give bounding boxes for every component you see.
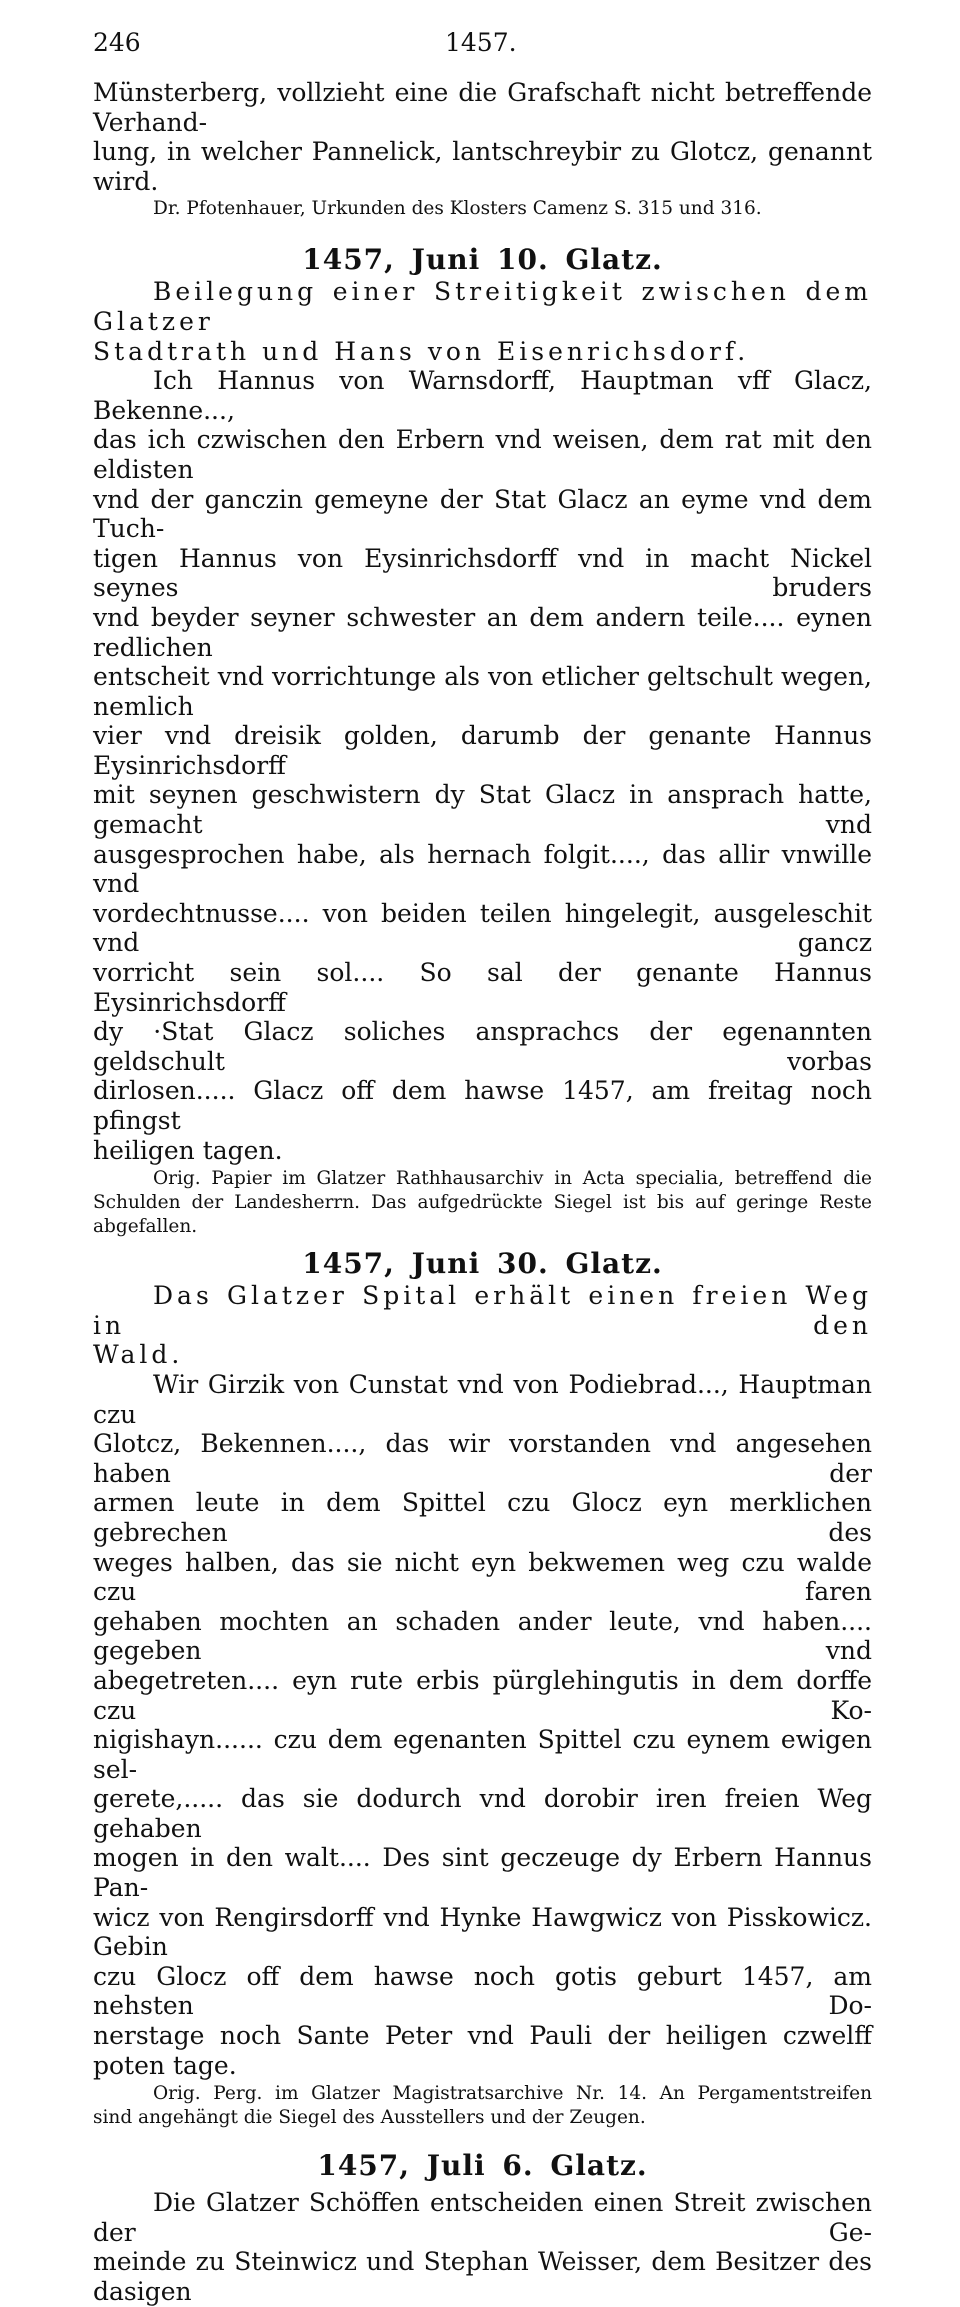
text-line: dy ·Stat Glacz soliches ansprachcs der egenannten geldschult vorbas <box>93 1017 872 1076</box>
entry-summary: Wald. <box>93 1340 184 1370</box>
text-line: ausgesprochen habe, als hernach folgit...., das allir vnwille vnd <box>93 839 872 899</box>
text-line: entscheit vnd vorrichtunge als von etlicher geltschult wegen, nemlich <box>93 662 872 721</box>
source-note: Dr. Pfotenhauer, Urkunden des Klosters Camenz S. 315 und 316. <box>153 198 762 220</box>
entry-summary: Stadtrath und Hans von Eisenrichsdorf. <box>93 336 750 366</box>
text-line: tigen Hannus von Eysinrichsdorff vnd in macht Nickel seynes bruders <box>93 543 872 603</box>
source-note: abgefallen. <box>93 1216 198 1238</box>
intro-continuation <box>93 78 872 221</box>
text-line: Ich Hannus von Warnsdorff, Hauptman vff Glacz, Bekenne..., <box>93 366 872 425</box>
source-note: Orig. Perg. im Glatzer Magistratsarchive Nr. 14. An Pergamentstreifen <box>153 2083 872 2105</box>
entry-1457-juni-10 <box>93 243 872 1239</box>
text-line: vorricht sein sol.... So sal der genante Hannus Eysinrichsdorff <box>93 958 872 1017</box>
text-line: vnd der ganczin gemeyne der Stat Glacz an eyme vnd dem Tuch- <box>93 484 872 544</box>
text-line: Glotcz, Bekennen...., das wir vorstanden vnd angesehen haben der <box>93 1429 872 1488</box>
text-line: Die Glatzer Schöffen entscheiden einen Streit zwischen der Ge- <box>93 2188 872 2247</box>
text-line: czu Glocz off dem hawse noch gotis geburt 1457, am nehsten Do- <box>93 1961 872 2021</box>
text-line: weges halben, das sie nicht eyn bekwemen weg czu walde czu faren <box>93 1547 872 1607</box>
text-line: nerstage noch Sante Peter vnd Pauli der heiligen czwelff poten tage. <box>93 2021 872 2080</box>
text-line: dirlosen..... Glacz off dem hawse 1457, am freitag noch pfingst <box>93 1076 872 1135</box>
entry-summary: Das Glatzer Spital erhält einen freien Weg in den <box>93 1281 872 1340</box>
text-line: mit seynen geschwistern dy Stat Glacz in ansprach hatte, gemacht vnd <box>93 780 872 840</box>
source-note: sind angehängt die Siegel des Ausstellers und der Zeugen. <box>93 2107 646 2129</box>
text-line: vordechtnusse.... von beiden teilen hingelegit, ausgeleschit vnd gancz <box>93 898 872 958</box>
page-number: 246 <box>93 28 141 57</box>
text-line: armen leute in dem Spittel czu Glocz eyn merklichen gebrechen des <box>93 1488 872 1547</box>
text-line: abegetreten.... eyn rute erbis pürglehingutis in dem dorffe czu Ko- <box>93 1665 872 1725</box>
text-line: gerete,..... das sie dodurch vnd dorobir iren freien Weg gehaben <box>93 1784 872 1843</box>
text-line: heiligen tagen. <box>93 1135 283 1165</box>
text-line: meinde zu Steinwicz und Stephan Weisser, dem Besitzer des dasigen <box>93 2247 872 2306</box>
entry-heading: 1457, Juli 6. Glatz. <box>317 2149 648 2183</box>
text-line: nigishayn...... czu dem egenanten Spittel czu eynem ewigen sel- <box>93 1725 872 1784</box>
text-line: gehaben mochten an schaden ander leute, vnd haben.... gegeben vnd <box>93 1606 872 1666</box>
text-line: mogen in den walt.... Des sint geczeuge dy Erbern Hannus Pan- <box>93 1843 872 1903</box>
running-head-year: 1457. <box>445 28 517 57</box>
text-line: vnd beyder seyner schwester an dem andern teile.... eynen redlichen <box>93 602 872 662</box>
entry-heading: 1457, Juni 30. Glatz. <box>302 1247 663 1281</box>
text-line: Münsterberg, vollzieht eine die Grafschaft nicht betreffende Verhand- <box>93 78 872 137</box>
text-line: das ich czwischen den Erbern vnd weisen, dem rat mit den eldisten <box>93 425 872 484</box>
entry-heading: 1457, Juni 10. Glatz. <box>302 243 663 277</box>
entry-1457-juli-6 <box>93 2148 872 2306</box>
text-line: lung, in welcher Pannelick, lantschreybir zu Glotcz, genannt wird. <box>93 137 872 196</box>
entry-summary: Beilegung einer Streitigkeit zwischen dem Glatzer <box>93 277 872 336</box>
running-head <box>93 28 872 78</box>
text-line: Wir Girzik von Cunstat vnd von Podiebrad..., Hauptman czu <box>93 1369 872 1429</box>
text-line: wicz von Rengirsdorff vnd Hynke Hawgwicz von Pisskowicz. Gebin <box>93 1902 872 1962</box>
text-line: vier vnd dreisik golden, darumb der genante Hannus Eysinrichsdorff <box>93 721 872 780</box>
source-note: Orig. Papier im Glatzer Rathhausarchiv in Acta specialia, betreffend die <box>153 1168 872 1190</box>
entry-1457-juni-30 <box>93 1247 872 2130</box>
source-note: Schulden der Landesherrn. Das aufgedrückte Siegel ist bis auf geringe Reste <box>93 1192 872 1214</box>
